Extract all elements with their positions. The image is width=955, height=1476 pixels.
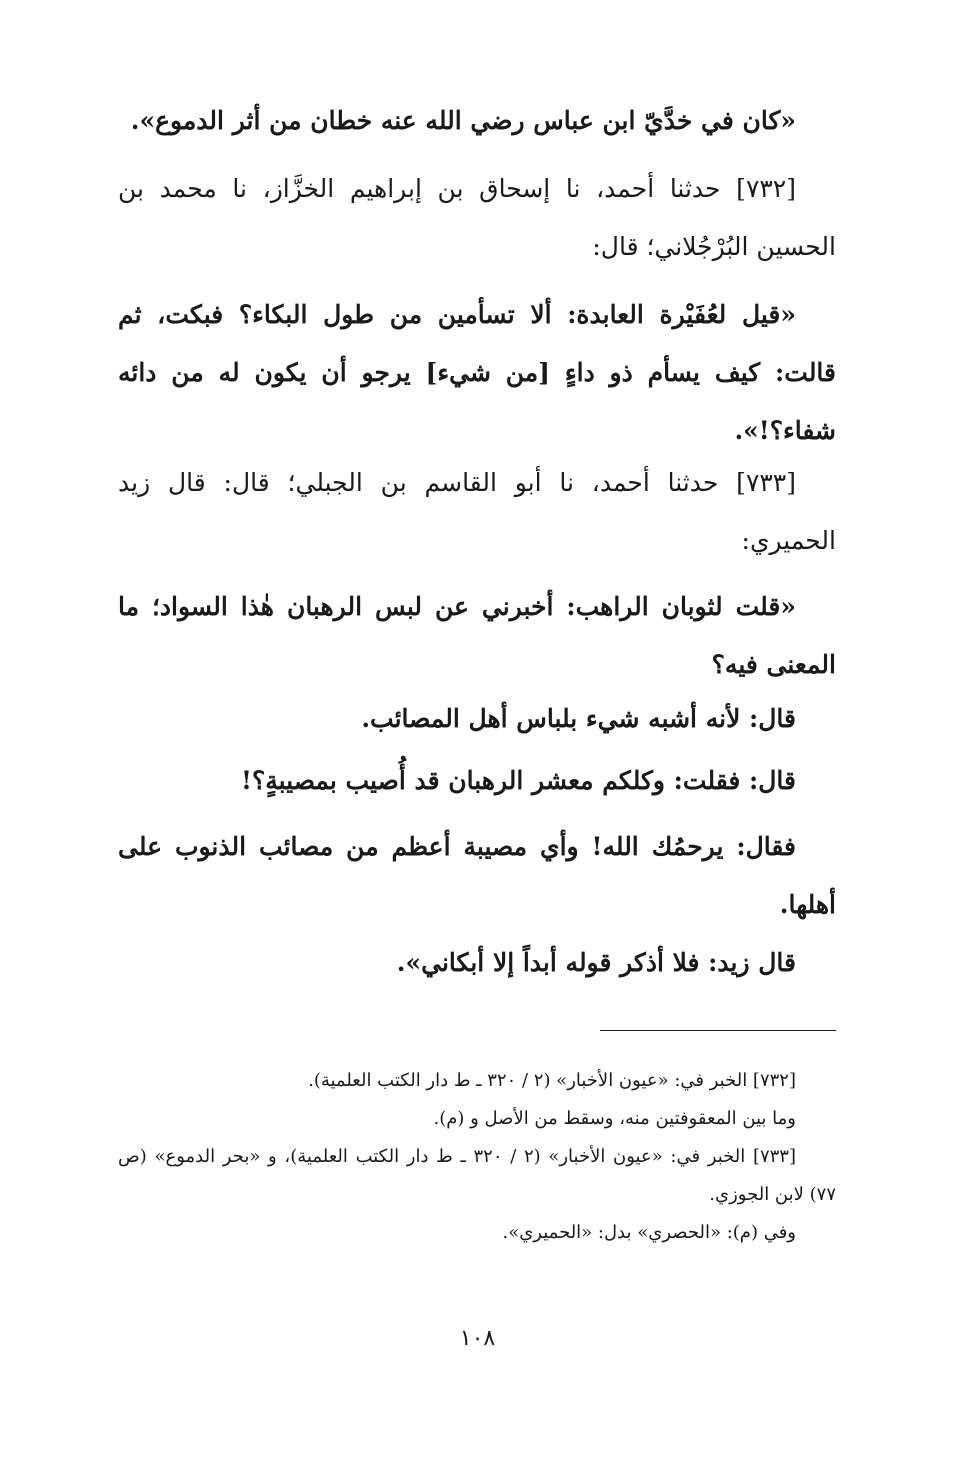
paragraph-9: قال زيد: فلا أذكر قوله أبداً إلا أبكاني». xyxy=(396,948,796,977)
footnote-732: [٧٣٢] الخبر في: «عيون الأخبار» (٢ / ٣٢٠ ـ ط دار الكتب العلمية). xyxy=(308,1070,796,1091)
page-number: ١٠٨ xyxy=(459,1326,496,1351)
paragraph-1: «كان في خدَّيّ ابن عباس رضي الله عنه خطان من أثر الدموع». xyxy=(130,106,796,135)
footnote-732-note: وما بين المعقوفتين منه، وسقط من الأصل و (م). xyxy=(433,1108,796,1129)
paragraph-4-hadith-733: [٧٣٣] حدثنا أحمد، نا أبو القاسم بن الجبلي؛ قال: قال زيد الحميري: xyxy=(118,468,836,555)
footnotes xyxy=(118,1062,836,1252)
paragraph-5: «قلت لثوبان الراهب: أخبرني عن لبس الرهبان هٰذا السواد؛ ما المعنى فيه؟ xyxy=(118,592,836,679)
footnote-separator xyxy=(600,1030,836,1031)
footnote-733: [٧٣٣] الخبر في: «عيون الأخبار» (٢ / ٣٢٠ ـ ط دار الكتب العلمية)، و «بحر الدموع» (ص ٧٧) لابن الجوزي. xyxy=(118,1146,836,1205)
paragraph-2-hadith-732: [٧٣٢] حدثنا أحمد، نا إسحاق بن إبراهيم الخزَّاز، نا محمد بن الحسين البُرْجُلاني؛ قال: xyxy=(118,174,836,261)
paragraph-7: قال: فقلت: وكلكم معشر الرهبان قد أُصيب بمصيبةٍ؟! xyxy=(240,766,796,795)
paragraph-8: فقال: يرحمُك الله! وأي مصيبة أعظم من مصائب الذنوب على أهلها. xyxy=(118,832,836,919)
paragraph-3: «قيل لعُفَيْرة العابدة: ألا تسأمين من طول البكاء؟ فبكت، ثم قالت: كيف يسأم ذو داءٍ [من شيء] يرجو أن يكون له من دائه شفاء؟!». xyxy=(118,300,836,445)
footnote-733-note: وفي (م): «الحصري» بدل: «الحميري». xyxy=(502,1222,796,1243)
paragraph-6: قال: لأنه أشبه شيء بلباس أهل المصائب. xyxy=(361,704,796,733)
